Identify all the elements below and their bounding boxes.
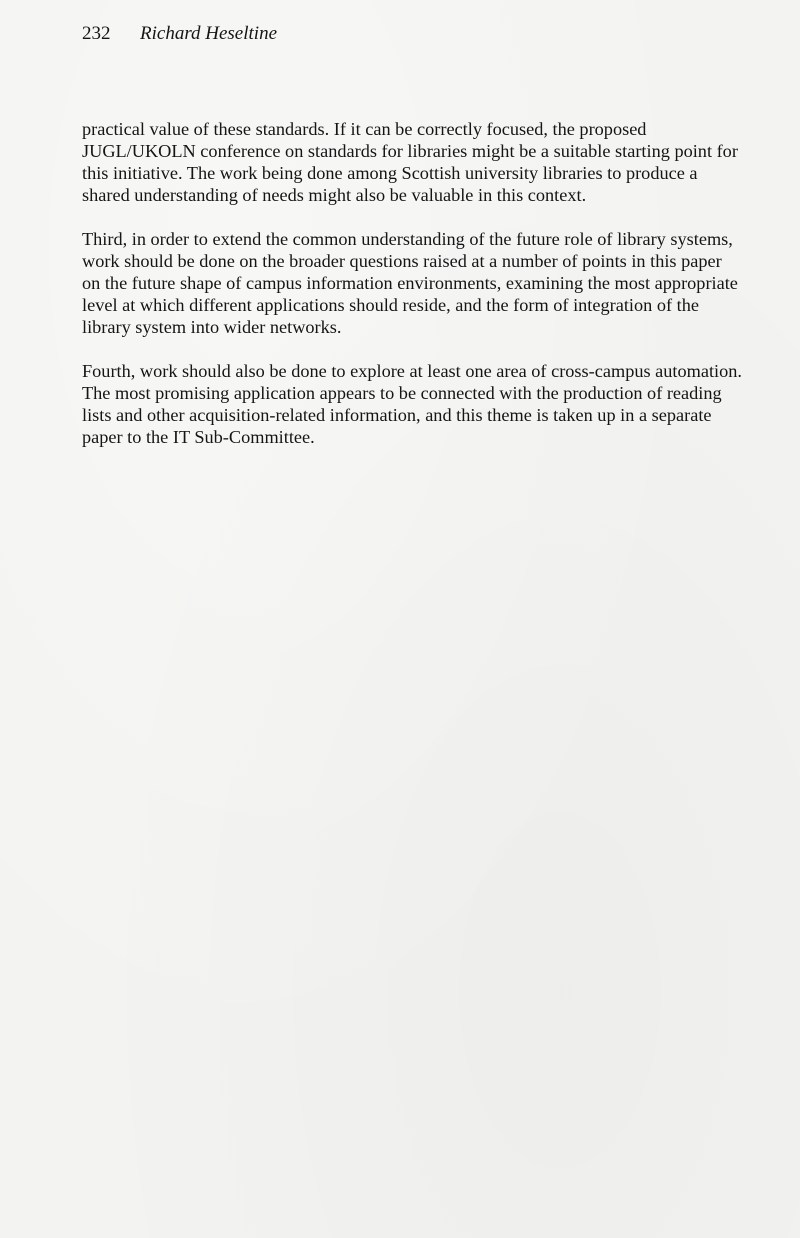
- running-header: [82, 22, 277, 46]
- paragraph-third-point: Third, in order to extend the common understanding of the future role of library systems, work should be done on the broader questions raised at a number of points in this paper on the future shape of campus information environments, examining the most appropriate level at which different applications should reside, and the form of integration of the library system into wider networks.: [82, 229, 738, 337]
- running-header-author: Richard Heseltine: [140, 23, 278, 44]
- paragraph-fourth-point: Fourth, work should also be done to explore at least one area of cross-campus automation. The most promising application appears to be connected with the production of reading lists and other acquisition-related information, and this theme is taken up in a separate paper to the IT Sub-Committee.: [82, 361, 742, 447]
- paragraph-continuation: practical value of these standards. If it can be correctly focused, the proposed JUGL/UKOLN conference on standards for libraries might be a suitable starting point for this initiative. The work being done among Scottish university libraries to produce a shared understanding of needs might also be valuable in this context.: [82, 119, 738, 205]
- page-number: 232: [82, 23, 111, 44]
- body-text: [82, 118, 742, 470]
